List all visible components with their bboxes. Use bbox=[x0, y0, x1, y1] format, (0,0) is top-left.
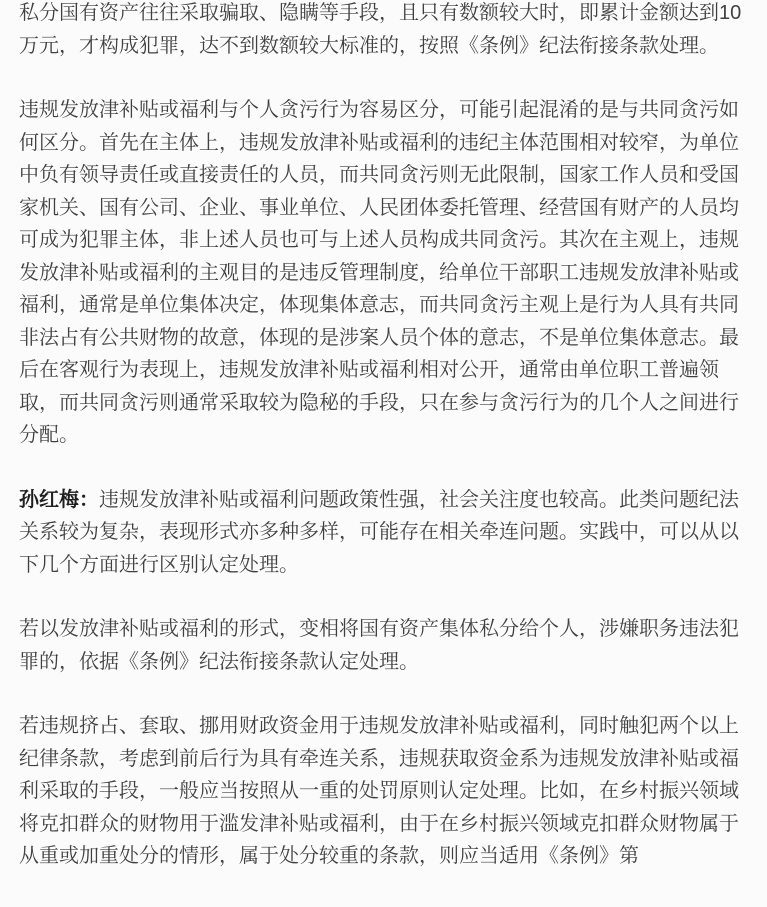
paragraph-text: 若以发放津补贴或福利的形式，变相将国有资产集体私分给个人，涉嫌职务违法犯罪的，依据《条例》纪法衔接条款认定处理。 bbox=[19, 618, 739, 673]
paragraph bbox=[19, 710, 747, 873]
paragraph bbox=[19, 94, 747, 452]
paragraph-text: 若违规挤占、套取、挪用财政资金用于违规发放津补贴或福利，同时触犯两个以上纪律条款，考虑到前后行为具有牵连关系，违规获取资金系为违规发放津补贴或福利采取的手段，一般应当按照从一重的处罚原则认定处理。比如，在乡村振兴领域将克扣群众的财物用于滥发津补贴或福利，由于在乡村振兴领域克扣群众财物属于从重或加重处分的情形，属于处分较重的条款，则应当适用《条例》第 bbox=[19, 715, 739, 867]
paragraph-text: 私分国有资产往往采取骗取、隐瞒等手段，且只有数额较大时，即累计金额达到10万元，才构成犯罪，达不到数额较大标准的，按照《条例》纪法衔接条款处理。 bbox=[19, 2, 742, 57]
paragraph-text: 违规发放津补贴或福利与个人贪污行为容易区分，可能引起混淆的是与共同贪污如何区分。首先在主体上，违规发放津补贴或福利的违纪主体范围相对较窄，为单位中负有领导责任或直接责任的人员，而共同贪污则无此限制，国家工作人员和受国家机关、国有公司、企业、事业单位、人民团体委托管理、经营国有财产的人员均可成为犯罪主体，非上述人员也可与上述人员构成共同贪污。其次在主观上，违规发放津补贴或福利的主观目的是违反管理制度，给单位干部职工违规发放津补贴或福利，通常是单位集体决定，体现集体意志，而共同贪污主观上是行为人具有共同非法占有公共财物的故意，体现的是涉案人员个体的意志，不是单位集体意志。最后在客观行为表现上，违规发放津补贴或福利相对公开，通常由单位职工普遍领取，而共同贪污则通常采取较为隐秘的手段，只在参与贪污行为的几个人之间进行分配。 bbox=[19, 99, 739, 446]
speaker-name: 孙红梅： bbox=[19, 488, 99, 511]
paragraph bbox=[19, 0, 747, 62]
paragraph bbox=[19, 484, 747, 582]
paragraph bbox=[19, 613, 747, 678]
paragraph-text: 违规发放津补贴或福利问题政策性强，社会关注度也较高。此类问题纪法关系较为复杂，表现形式亦多种多样，可能存在相关牵连问题。实践中，可以从以下几个方面进行区别认定处理。 bbox=[19, 488, 739, 576]
